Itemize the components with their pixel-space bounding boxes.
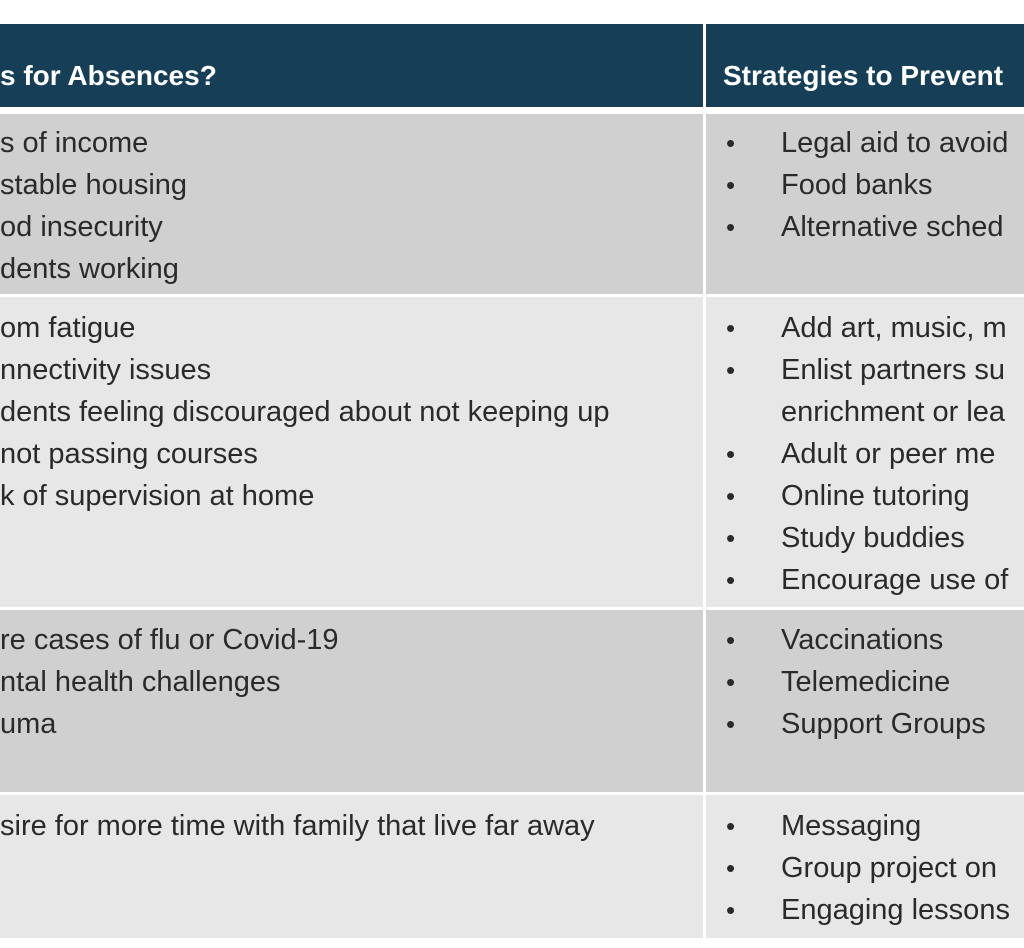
header-strategies-cell [706,24,1024,107]
strategy-item: Messaging [781,810,922,842]
strategy-item: Study buddies [781,522,965,554]
strategy-item: Legal aid to avoid [781,127,1009,159]
bullet-icon: • [726,212,736,242]
bullet-icon: • [726,565,736,595]
cause-item: s of income [0,127,149,159]
bullet-icon: • [726,895,736,925]
strategy-item: Adult or peer me [781,438,996,470]
row-3-causes-cell [0,610,703,792]
strategy-item: Support Groups [781,708,986,740]
row-2-strategies-cell [706,297,1024,607]
cause-item: sire for more time with family that live far away [0,810,595,842]
cause-item: dents feeling discouraged about not keeping up [0,396,610,428]
row-1-causes-cell [0,114,703,294]
cause-item: nnectivity issues [0,354,212,386]
strategy-item: Alternative sched [781,211,1004,243]
bullet-icon: • [726,439,736,469]
bullet-icon: • [726,853,736,883]
bullet-icon: • [726,709,736,739]
header-causes-cell [0,24,703,107]
bullet-icon: • [726,355,736,385]
cause-item: k of supervision at home [0,480,315,512]
strategy-item: Enlist partners su [781,354,1006,386]
cause-item: not passing courses [0,438,258,470]
cause-item: ntal health challenges [0,666,281,698]
strategy-item: Add art, music, m [781,312,1007,344]
row-4-causes-cell [0,795,703,938]
bullet-icon: • [726,811,736,841]
strategy-item: Telemedicine [781,666,951,698]
cause-item: uma [0,708,57,740]
row-1-strategies-cell [706,114,1024,294]
strategy-item: Food banks [781,169,933,201]
strategy-item: Encourage use of [781,564,1009,596]
strategy-item: Vaccinations [781,624,944,656]
bullet-icon: • [726,313,736,343]
bullet-icon: • [726,128,736,158]
bullet-icon: • [726,481,736,511]
header-causes-title: s for Absences? [0,60,217,91]
cause-item: re cases of flu or Covid-19 [0,624,339,656]
cause-item: od insecurity [0,211,163,243]
strategy-item: Group project on [781,852,998,884]
row-2-causes-cell [0,297,703,607]
strategy-item: Engaging lessons [781,894,1010,926]
strategy-item-continued: enrichment or lea [781,396,1006,428]
bullet-icon: • [726,523,736,553]
row-3-strategies-cell [706,610,1024,792]
cause-item: stable housing [0,169,188,201]
header-strategies-title: Strategies to Prevent [723,60,1004,91]
bullet-icon: • [726,170,736,200]
strategy-item: Online tutoring [781,480,970,512]
bullet-icon: • [726,667,736,697]
bullet-icon: • [726,625,736,655]
cause-item: dents working [0,253,179,285]
row-4-strategies-cell [706,795,1024,938]
cause-item: om fatigue [0,312,136,344]
